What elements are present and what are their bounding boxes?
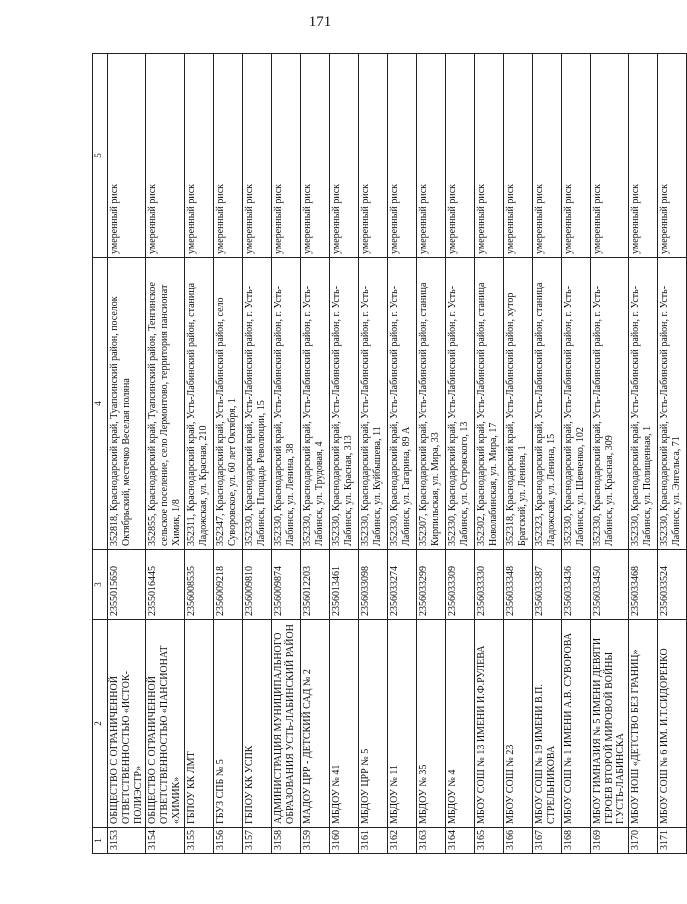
organization-name: ГБУЗ СПБ № 5 <box>213 620 242 828</box>
risk-category: умеренный риск <box>184 54 213 258</box>
inn-code: 2356009874 <box>271 550 300 620</box>
row-number: 3160 <box>329 828 358 854</box>
risk-category: умеренный риск <box>358 54 387 258</box>
inn-code: 2356033524 <box>658 550 687 620</box>
table-row <box>445 54 474 854</box>
inn-code: 2356008535 <box>184 550 213 620</box>
inn-code: 2356033309 <box>445 550 474 620</box>
inn-code: 2356033348 <box>503 550 532 620</box>
rotated-table-container <box>92 54 682 854</box>
row-number: 3163 <box>416 828 445 854</box>
inn-code: 2356009810 <box>242 550 271 620</box>
table-row <box>242 54 271 854</box>
page-number: 171 <box>308 14 332 30</box>
inn-code: 2356033450 <box>590 550 628 620</box>
risk-category: умеренный риск <box>590 54 628 258</box>
organization-name: МБОУ СОШ № 6 ИМ. И.Т.СИДОРЕНКО <box>658 620 687 828</box>
address: 352330, Краснодарский край, Усть-Лабинский район, г. Усть-Лабинск, ул. Куйбышева, 11 <box>358 258 387 550</box>
inn-code: 2355015650 <box>108 550 146 620</box>
risk-category: умеренный риск <box>532 54 561 258</box>
row-number: 3166 <box>503 828 532 854</box>
organization-name: ГБПОУ КК ЛМТ <box>184 620 213 828</box>
inn-code: 2356033274 <box>387 550 416 620</box>
table-row <box>503 54 532 854</box>
risk-category: умеренный риск <box>474 54 503 258</box>
address: 352330, Краснодарский край, Усть-Лабинский район, г. Усть-Лабинск, ул. Энгельса, 71 <box>658 258 687 550</box>
table-row <box>329 54 358 854</box>
inn-code: 2356013461 <box>329 550 358 620</box>
table-row <box>561 54 590 854</box>
table-row <box>108 54 146 854</box>
table-row <box>416 54 445 854</box>
address: 352330, Краснодарский край, Усть-Лабинский район, г. Усть-Лабинск, ул. Красная, 309 <box>590 258 628 550</box>
organization-name: ГБПОУ КК УСПК <box>242 620 271 828</box>
address: 352330, Краснодарский край, Усть-Лабинский район, г. Усть-Лабинск, ул. Гагарина, 89 А <box>387 258 416 550</box>
risk-category: умеренный риск <box>445 54 474 258</box>
address: 352323, Краснодарский край, Усть-Лабинский район, станица Ладожская, ул. Ленина, 15 <box>532 258 561 550</box>
address: 352330, Краснодарский край, Усть-Лабинский район, г. Усть-Лабинск, Площадь Революции, 15 <box>242 258 271 550</box>
row-number: 3171 <box>658 828 687 854</box>
table-body <box>108 54 687 854</box>
organization-name: ОБЩЕСТВО С ОГРАНИЧЕННОЙ ОТВЕТСТВЕННОСТЬЮ «ПАНСИОНАТ «ХИМИК» <box>146 620 184 828</box>
column-header-1: 1 <box>93 828 108 854</box>
risk-category: умеренный риск <box>503 54 532 258</box>
table-row <box>184 54 213 854</box>
risk-category: умеренный риск <box>108 54 146 258</box>
table-row <box>658 54 687 854</box>
organization-name: МБДОУ № 41 <box>329 620 358 828</box>
risk-category: умеренный риск <box>300 54 329 258</box>
organization-name: МБОУ СОШ № 23 <box>503 620 532 828</box>
row-number: 3169 <box>590 828 628 854</box>
column-header-2: 2 <box>93 620 108 828</box>
row-number: 3157 <box>242 828 271 854</box>
header-row <box>93 54 108 854</box>
organization-name: МАДОУ ЦРР - ДЕТСКИЙ САД № 2 <box>300 620 329 828</box>
inn-code: 2356033330 <box>474 550 503 620</box>
inn-code: 2356009218 <box>213 550 242 620</box>
inn-code: 2356033468 <box>629 550 658 620</box>
registry-table <box>92 53 687 854</box>
table-row <box>300 54 329 854</box>
inn-code: 2356033387 <box>532 550 561 620</box>
table-row <box>387 54 416 854</box>
organization-name: МБОУ СОШ № 19 ИМЕНИ В.П. СТРЕЛЬНИКОВА <box>532 620 561 828</box>
table-row <box>213 54 242 854</box>
row-number: 3156 <box>213 828 242 854</box>
table-row <box>271 54 300 854</box>
risk-category: умеренный риск <box>213 54 242 258</box>
column-header-5: 5 <box>93 54 108 258</box>
row-number: 3167 <box>532 828 561 854</box>
address: 352818, Краснодарский край, Туапсинский район, поселок Октябрьский, местечко Веселая поляна <box>108 258 146 550</box>
row-number: 3168 <box>561 828 590 854</box>
address: 352307, Краснодарский край, Усть-Лабинский район, станица Кирпильская, ул. Мира, 33 <box>416 258 445 550</box>
organization-name: МБДОУ ЦРР № 5 <box>358 620 387 828</box>
risk-category: умеренный риск <box>271 54 300 258</box>
address: 352330, Краснодарский край, Усть-Лабинский район, г. Усть-Лабинск, ул. Ленина, 38 <box>271 258 300 550</box>
organization-name: МБОУ НОШ «ДЕТСТВО БЕЗ ГРАНИЦ» <box>629 620 658 828</box>
row-number: 3164 <box>445 828 474 854</box>
table-row <box>474 54 503 854</box>
risk-category: умеренный риск <box>629 54 658 258</box>
column-header-4: 4 <box>93 258 108 550</box>
address: 352302, Краснодарский край, Усть-Лабинский район, станица Новолабинская, ул. Мира, 17 <box>474 258 503 550</box>
table-row <box>629 54 658 854</box>
inn-code: 2356033098 <box>358 550 387 620</box>
inn-code: 2356012203 <box>300 550 329 620</box>
risk-category: умеренный риск <box>329 54 358 258</box>
address: 352311, Краснодарский край, Усть-Лабинский район, станица Ладожская, ул. Красная, 210 <box>184 258 213 550</box>
address: 352330, Краснодарский край, Усть-Лабинский район, г. Усть-Лабинск, ул. Полищенная, 1 <box>629 258 658 550</box>
risk-category: умеренный риск <box>146 54 184 258</box>
row-number: 3161 <box>358 828 387 854</box>
table-row <box>146 54 184 854</box>
address: 352318, Краснодарский край, Усть-Лабинский район, хутор Братский, ул. Ленина, 1 <box>503 258 532 550</box>
organization-name: МБДОУ № 11 <box>387 620 416 828</box>
risk-category: умеренный риск <box>561 54 590 258</box>
row-number: 3162 <box>387 828 416 854</box>
organization-name: МБДОУ № 4 <box>445 620 474 828</box>
row-number: 3153 <box>108 828 146 854</box>
table-row <box>532 54 561 854</box>
address: 352855, Краснодарский край, Туапсинский район, Тенгинское сельское поселение, село Лермонтово, территория пансионат Химик, 1/8 <box>146 258 184 550</box>
column-header-3: 3 <box>93 550 108 620</box>
inn-code: 2355016445 <box>146 550 184 620</box>
risk-category: умеренный риск <box>242 54 271 258</box>
row-number: 3154 <box>146 828 184 854</box>
row-number: 3165 <box>474 828 503 854</box>
row-number: 3170 <box>629 828 658 854</box>
organization-name: МБОУ ГИМНАЗИЯ № 5 ИМЕНИ ДЕВЯТИ ГЕРОЕВ ВТОРОЙ МИРОВОЙ ВОЙНЫ Г.УСТЬ-ЛАБИНСКА <box>590 620 628 828</box>
table-row <box>590 54 628 854</box>
address: 352330, Краснодарский край, Усть-Лабинский район, г. Усть-Лабинск, ул. Трудовая, 4 <box>300 258 329 550</box>
address: 352330, Краснодарский край, Усть-Лабинский район, г. Усть-Лабинск, ул. Островского, 13 <box>445 258 474 550</box>
risk-category: умеренный риск <box>658 54 687 258</box>
address: 352330, Краснодарский край, Усть-Лабинский район, г. Усть-Лабинск, ул. Шевченко, 102 <box>561 258 590 550</box>
inn-code: 2356033436 <box>561 550 590 620</box>
organization-name: МБДОУ № 35 <box>416 620 445 828</box>
organization-name: МБОУ СОШ № 13 ИМЕНИ И.Ф.РУЛЕВА <box>474 620 503 828</box>
organization-name: МБОУ СОШ № 1 ИМЕНИ А.В. СУВОРОВА <box>561 620 590 828</box>
row-number: 3159 <box>300 828 329 854</box>
risk-category: умеренный риск <box>387 54 416 258</box>
row-number: 3155 <box>184 828 213 854</box>
row-number: 3158 <box>271 828 300 854</box>
risk-category: умеренный риск <box>416 54 445 258</box>
organization-name: ОБЩЕСТВО С ОГРАНИЧЕННОЙ ОТВЕТСТВЕННОСТЬЮ «ИСТОК-ПОЛИЭСТР» <box>108 620 146 828</box>
organization-name: АДМИНИСТРАЦИЯ МУНИЦИПАЛЬНОГО ОБРАЗОВАНИЯ УСТЬ-ЛАБИНСКИЙ РАЙОН <box>271 620 300 828</box>
address: 352347, Краснодарский край, Усть-Лабинский район, село Суворовское, ул. 60 лет Октября, 1 <box>213 258 242 550</box>
inn-code: 2356033299 <box>416 550 445 620</box>
address: 352330, Краснодарский край, Усть-Лабинский район, г. Усть-Лабинск, ул. Красная, 313 <box>329 258 358 550</box>
table-row <box>358 54 387 854</box>
